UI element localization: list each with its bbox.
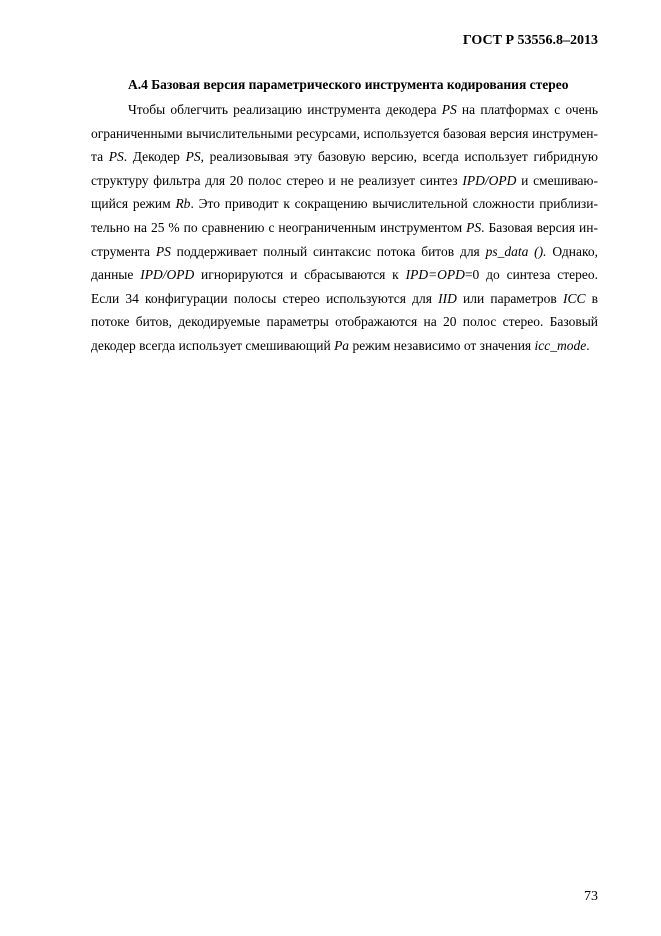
term-ps: PS — [466, 219, 482, 235]
text-run: и смешивающийся режим — [91, 172, 598, 212]
term-ipd-opd: IPD/OPD — [140, 267, 195, 283]
text-run: =0 до синтеза стерео. Если 34 конфигурации полосы стерео используются для — [91, 267, 598, 306]
text-run: , реализовывая эту базовую версию, всегда использует гибридную структуру фильтра для 20 полос стерео и не реализует синтез — [91, 149, 598, 188]
term-rb: Rb — [175, 196, 191, 212]
text-run: игнорируются и сбрасываются к — [194, 267, 406, 283]
text-run: на платформах с очень ограниченными вычислительными ресурсами, используется базовая версия инструмента — [91, 102, 598, 165]
term-ipd-eq-opd: IPD=OPD — [405, 267, 465, 283]
text-run: Чтобы облегчить реализацию инструмента декодера — [128, 102, 442, 117]
body-paragraph — [91, 98, 598, 358]
term-pa: Pa — [334, 337, 350, 353]
text-run: режим независимо от значения — [349, 337, 535, 353]
document-header: ГОСТ Р 53556.8–2013 — [462, 33, 598, 48]
term-ps: PS — [108, 149, 124, 165]
section-title: А.4 Базовая версия параметрического инструмента кодирования стерео — [128, 77, 569, 92]
term-ps: PS — [185, 149, 201, 165]
page-number: 73 — [584, 889, 598, 904]
text-run: . — [586, 337, 590, 353]
text-run: Однако, данные — [91, 243, 598, 283]
term-ps-data: ps_data (). — [485, 243, 547, 259]
term-icc: ICC — [562, 290, 586, 306]
text-run: . Базовая версия инструмента — [91, 219, 598, 259]
term-ipd-opd: IPD/OPD — [462, 172, 517, 188]
text-run: в потоке битов, декодируемые параметры отображаются на 20 полос стерео. Базовый декодер всегда использует смешивающий — [91, 290, 599, 353]
text-run: или параметров — [456, 290, 563, 306]
term-icc-mode: icc_mode — [534, 337, 587, 353]
term-ps: PS — [441, 102, 457, 117]
term-iid: IID — [438, 290, 457, 306]
text-run: поддерживает полный синтаксис потока битов для — [170, 243, 486, 259]
text-run: . Декодер — [123, 149, 186, 165]
term-ps: PS — [155, 243, 171, 259]
text-run: . Это приводит к сокращению вычислительной сложности приблизительно на 25 % по сравнению с неограниченным инструментом — [91, 196, 598, 235]
